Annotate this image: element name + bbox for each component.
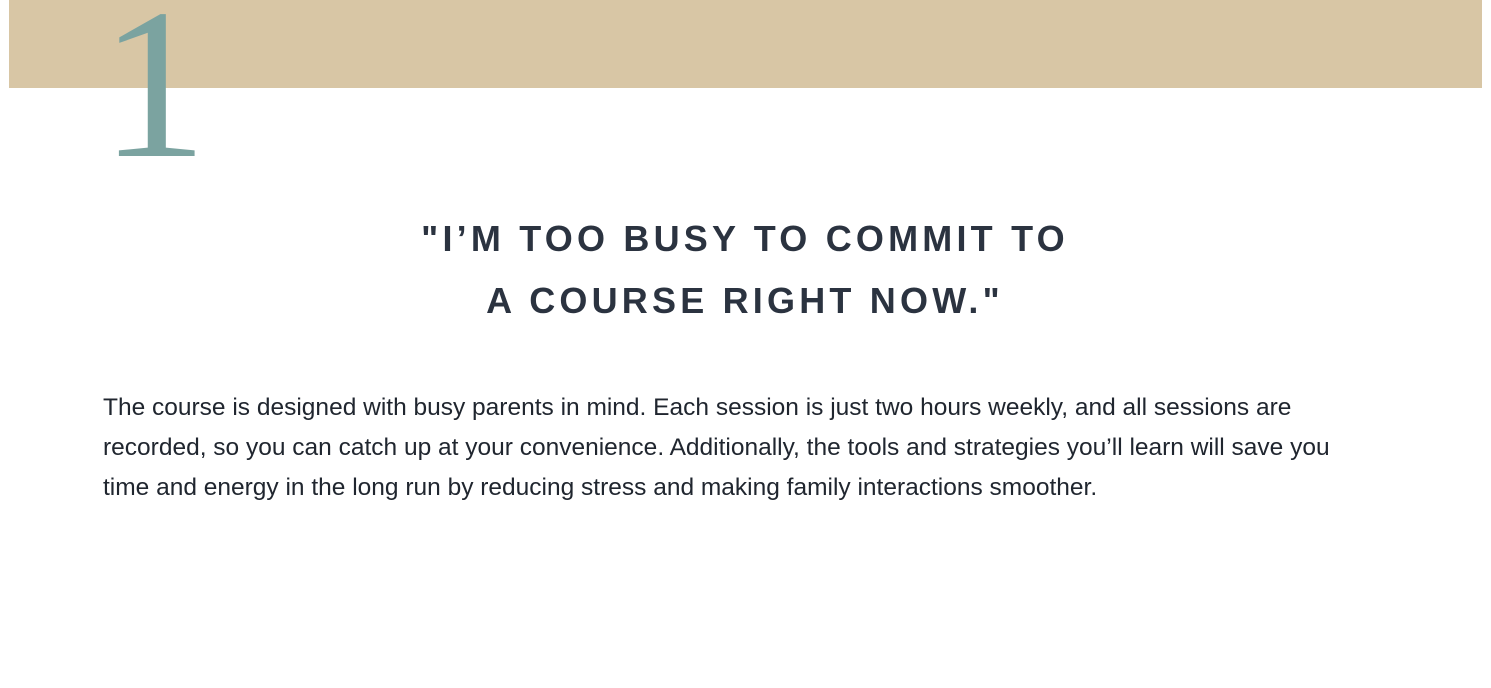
headline-line-1: "I’M TOO BUSY TO COMMIT TO	[421, 218, 1069, 259]
body-copy	[103, 388, 1375, 508]
headline	[100, 208, 1390, 332]
left-edge-margin	[0, 0, 9, 688]
body-paragraph: The course is designed with busy parents in mind. Each session is just two hours weekly, and all sessions are recorded, so you can catch up at your convenience. Additionally, the tools and strategies you’ll learn will save you time and energy in the long run by reducing stress and making family interactions smoother.	[103, 394, 1330, 501]
headline-line-2: A COURSE RIGHT NOW."	[486, 279, 1004, 321]
right-edge-margin	[1482, 0, 1491, 688]
slide-number: 1	[100, 0, 208, 203]
decorative-top-band	[0, 0, 1482, 88]
